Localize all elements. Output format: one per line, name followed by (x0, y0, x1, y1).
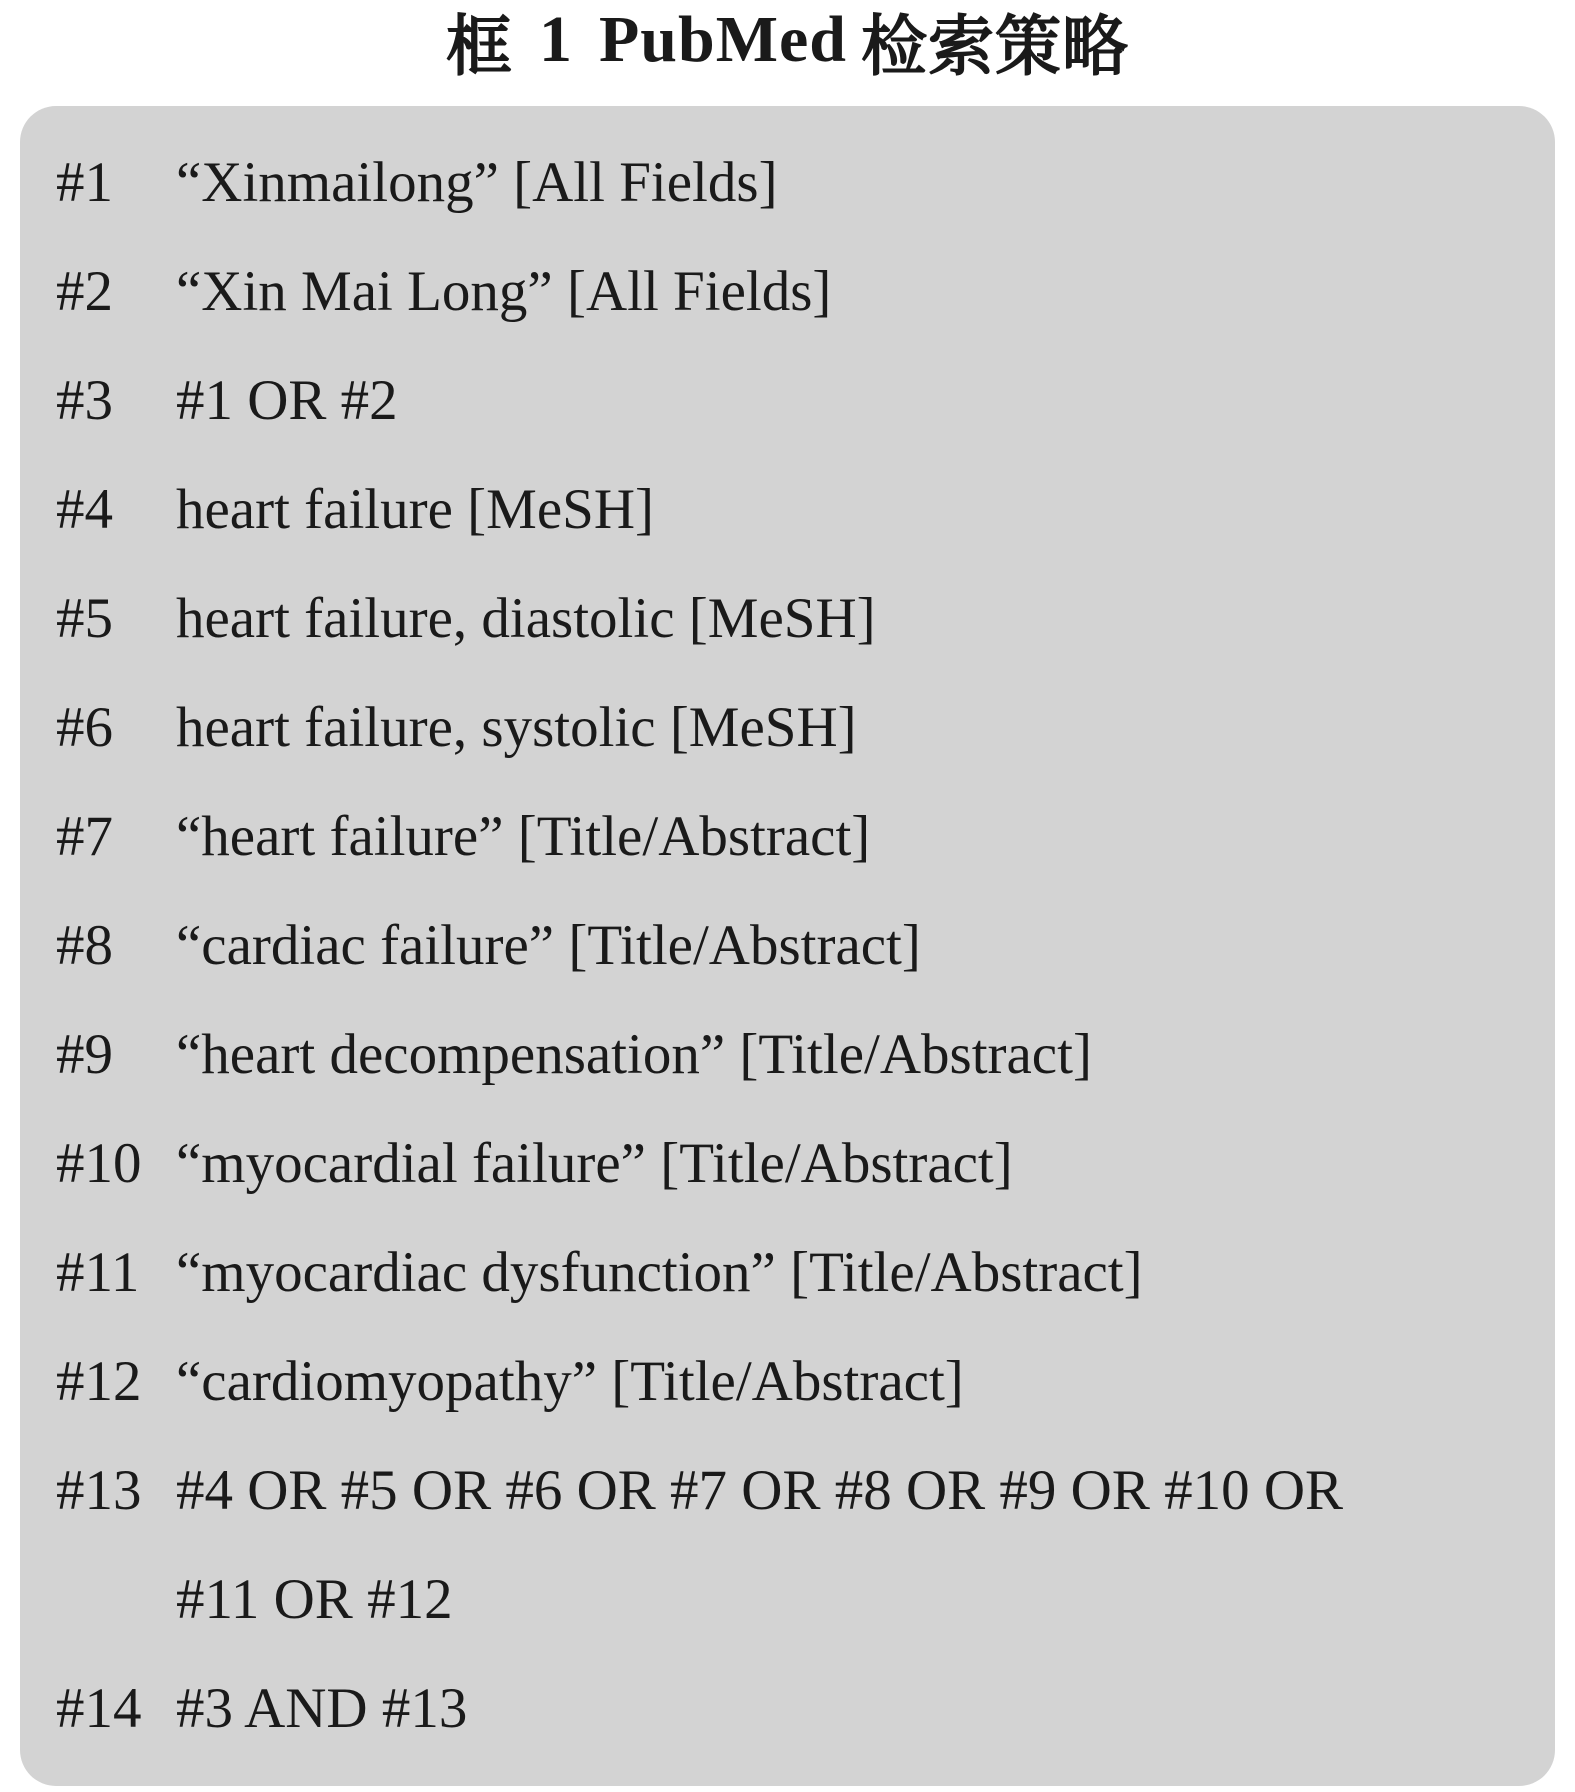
row-number: #6 (56, 696, 113, 759)
search-row (56, 891, 1535, 1000)
row-query: “heart failure” [Title/Abstract] (176, 805, 871, 868)
row-query: “myocardial failure” [Title/Abstract] (176, 1132, 1013, 1195)
row-query: heart failure, diastolic [MeSH] (176, 587, 876, 650)
row-query: #1 OR #2 (176, 369, 398, 432)
title-label: 框 (445, 10, 513, 84)
row-number: #8 (56, 914, 113, 977)
row-number: #14 (56, 1677, 142, 1740)
row-query: “Xinmailong” [All Fields] (176, 151, 778, 214)
search-row (56, 1109, 1535, 1218)
search-row (56, 1327, 1535, 1436)
row-query: “cardiac failure” [Title/Abstract] (176, 914, 921, 977)
search-row (56, 1000, 1535, 1109)
search-row (56, 673, 1535, 782)
row-number: #12 (56, 1350, 142, 1413)
row-number: #3 (56, 369, 113, 432)
search-row (56, 455, 1535, 564)
row-query: heart failure [MeSH] (176, 478, 654, 541)
search-strategy-list (56, 128, 1535, 1763)
search-row (56, 564, 1535, 673)
row-query: #4 OR #5 OR #6 OR #7 OR #8 OR #9 OR #10 OR (176, 1459, 1344, 1522)
row-number: #11 (56, 1241, 140, 1304)
row-query: #3 AND #13 (176, 1677, 468, 1740)
row-number: #1 (56, 151, 113, 214)
row-query: heart failure, systolic [MeSH] (176, 696, 857, 759)
search-row (56, 782, 1535, 891)
search-row-continuation (56, 1545, 1535, 1654)
row-number: #5 (56, 587, 113, 650)
row-number: #4 (56, 478, 113, 541)
search-row (56, 1436, 1535, 1545)
row-number: #2 (56, 260, 113, 323)
search-row (56, 1218, 1535, 1327)
row-query: “heart decompensation” [Title/Abstract] (176, 1023, 1092, 1086)
row-number: #9 (56, 1023, 113, 1086)
row-number: #10 (56, 1132, 142, 1195)
row-query-continuation: #11 OR #12 (176, 1568, 453, 1631)
row-number: #7 (56, 805, 113, 868)
search-row (56, 346, 1535, 455)
box-title (0, 0, 1575, 84)
row-query: “Xin Mai Long” [All Fields] (176, 260, 832, 323)
search-row (56, 128, 1535, 237)
row-number: #13 (56, 1459, 142, 1522)
title-number: 1 (538, 3, 573, 76)
search-row (56, 1654, 1535, 1763)
row-query: “cardiomyopathy” [Title/Abstract] (176, 1350, 964, 1413)
row-query: “myocardiac dysfunction” [Title/Abstract] (176, 1241, 1143, 1304)
title-name: PubMed (598, 3, 848, 76)
title-suffix: 检索策略 (861, 10, 1130, 84)
search-row (56, 237, 1535, 346)
